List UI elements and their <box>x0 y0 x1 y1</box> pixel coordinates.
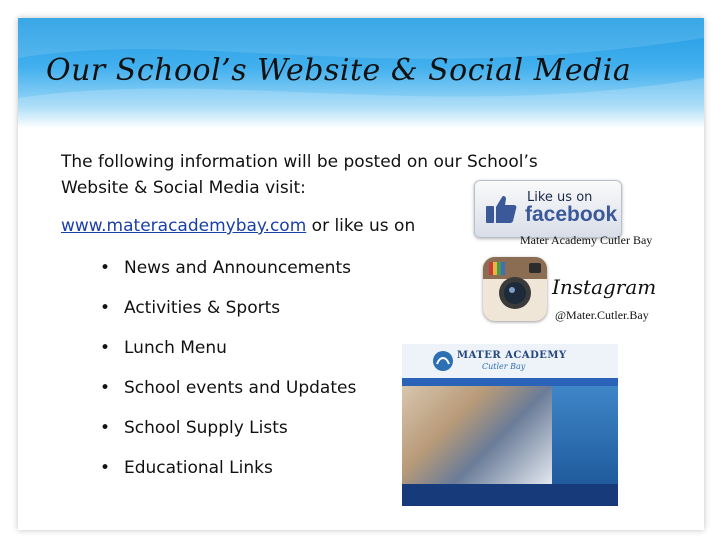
thumbs-up-icon <box>483 191 519 227</box>
intro-text: The following information will be posted on our School’s Website & Social Media visit: <box>61 152 538 198</box>
bullet-icon: • <box>100 378 111 398</box>
list-item-label: School Supply Lists <box>124 418 288 438</box>
list-item-label: News and Announcements <box>124 258 351 278</box>
website-screenshot-header <box>402 344 618 378</box>
facebook-like-badge[interactable] <box>474 180 622 238</box>
bullet-icon: • <box>100 458 111 478</box>
bullet-icon: • <box>100 298 111 318</box>
website-screenshot-photo <box>402 386 552 484</box>
list-item <box>100 454 356 494</box>
list-item <box>100 254 356 294</box>
bullet-icon: • <box>100 338 111 358</box>
list-item-label: School events and Updates <box>124 378 357 398</box>
school-website-screenshot <box>402 344 618 506</box>
info-list <box>100 254 356 494</box>
list-item <box>100 334 356 374</box>
facebook-like-text: Like us on <box>527 190 593 205</box>
facebook-caption: Mater Academy Cutler Bay <box>520 233 653 247</box>
school-logo-icon <box>432 350 454 372</box>
website-screenshot-nav <box>402 378 618 386</box>
list-item <box>100 374 356 414</box>
bullet-icon: • <box>100 418 111 438</box>
instagram-camera-icon[interactable] <box>483 257 547 321</box>
facebook-wordmark: facebook <box>525 203 618 226</box>
website-screenshot-footer <box>402 484 618 506</box>
website-line <box>61 216 415 236</box>
website-screenshot-side-panel <box>552 386 618 484</box>
list-item <box>100 294 356 334</box>
header-banner <box>18 18 704 128</box>
list-item-label: Educational Links <box>124 458 273 478</box>
instagram-caption: @Mater.Cutler.Bay <box>555 308 649 322</box>
website-line-suffix: or like us on <box>306 216 416 236</box>
bullet-icon: • <box>100 258 111 278</box>
website-link[interactable]: www.materacademybay.com <box>61 216 307 236</box>
list-item-label: Lunch Menu <box>124 338 227 358</box>
list-item-label: Activities & Sports <box>124 298 281 318</box>
website-screenshot-name: MATER ACADEMY <box>457 350 567 361</box>
list-item <box>100 414 356 454</box>
website-screenshot-subtitle: Cutler Bay <box>482 362 526 371</box>
page-title: Our School’s Website & Social Media <box>46 53 632 88</box>
instagram-wordmark: Instagram <box>552 275 657 299</box>
